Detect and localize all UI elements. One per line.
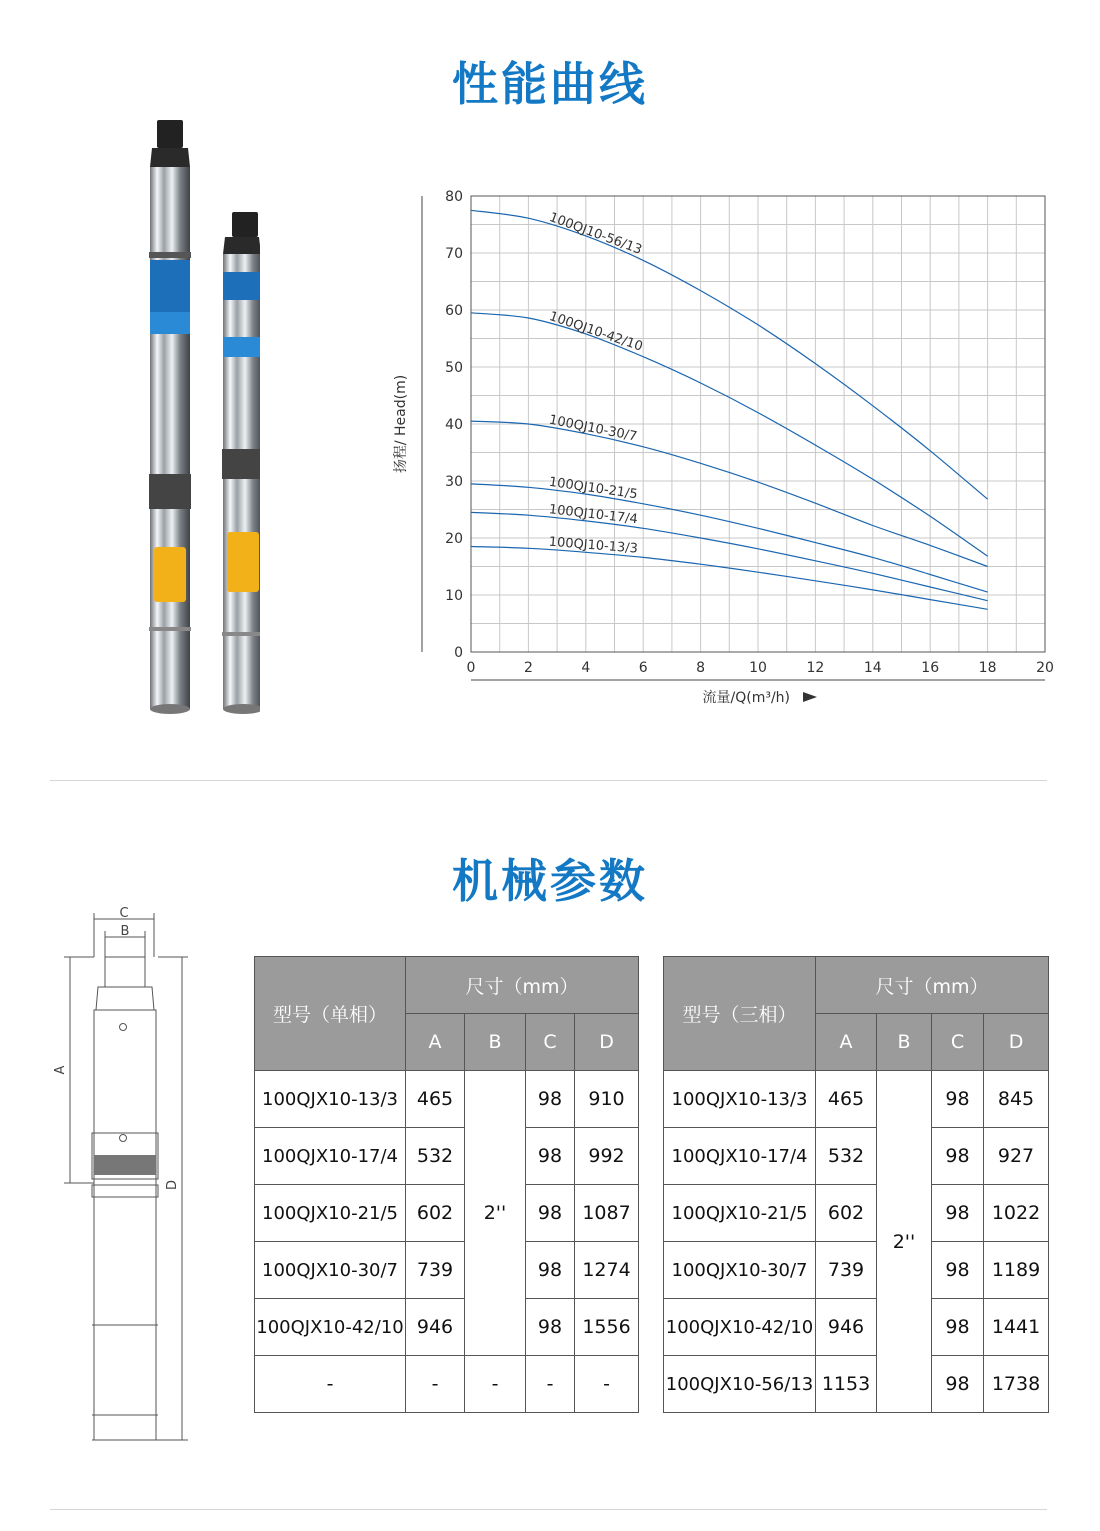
- table-row: [664, 1299, 1049, 1356]
- c-cell: 98: [526, 1071, 575, 1128]
- spec-table-three-phase: [663, 956, 1049, 1413]
- dim-label-b: B: [120, 924, 130, 939]
- dim-label-d: D: [165, 1179, 180, 1191]
- performance-curve-title: 性能曲线: [452, 57, 648, 111]
- series-label: 100QJ10-42/10: [547, 309, 645, 355]
- d-cell: 1189: [984, 1242, 1049, 1299]
- b-cell: 2'': [877, 1071, 932, 1413]
- c-cell: 98: [932, 1128, 984, 1185]
- empty-cell: -: [526, 1356, 575, 1413]
- model-cell: 100QJX10-42/10: [255, 1299, 406, 1356]
- col-header-b: B: [877, 1014, 932, 1071]
- table-row: [255, 1242, 639, 1299]
- model-cell: 100QJX10-30/7: [255, 1242, 406, 1299]
- x-tick-label: 12: [806, 660, 825, 676]
- x-axis-arrow-icon: [803, 692, 817, 702]
- x-tick-label: 0: [466, 660, 476, 676]
- model-cell: 100QJX10-17/4: [664, 1128, 816, 1185]
- c-cell: 98: [526, 1185, 575, 1242]
- c-cell: 98: [526, 1299, 575, 1356]
- x-tick-label: 8: [696, 660, 706, 676]
- a-cell: 532: [406, 1128, 465, 1185]
- x-tick-label: 10: [749, 660, 767, 676]
- y-tick-label: 70: [445, 246, 463, 262]
- model-cell: 100QJX10-17/4: [255, 1128, 406, 1185]
- series-label: 100QJ10-17/4: [548, 502, 639, 528]
- c-cell: 98: [932, 1071, 984, 1128]
- model-cell: 100QJX10-13/3: [255, 1071, 406, 1128]
- y-tick-label: 20: [445, 531, 463, 547]
- series-labels: [547, 210, 644, 557]
- series-label: 100QJ10-13/3: [548, 534, 639, 557]
- y-tick-label: 50: [445, 360, 463, 376]
- model-cell: 100QJX10-21/5: [664, 1185, 816, 1242]
- a-cell: 602: [816, 1185, 877, 1242]
- col-header-d: D: [575, 1014, 639, 1071]
- c-cell: 98: [932, 1242, 984, 1299]
- series-label: 100QJ10-56/13: [547, 210, 644, 258]
- x-tick-label: 14: [863, 660, 882, 676]
- table-row: [664, 1185, 1049, 1242]
- col-header-d: D: [984, 1014, 1049, 1071]
- x-tick-label: 18: [978, 660, 997, 676]
- d-cell: 927: [984, 1128, 1049, 1185]
- size-header: 尺寸（mm）: [406, 957, 639, 1014]
- table-row: [255, 1299, 639, 1356]
- c-cell: 98: [526, 1128, 575, 1185]
- model-cell: 100QJX10-42/10: [664, 1299, 816, 1356]
- y-tick-label: 40: [445, 417, 463, 433]
- d-cell: 910: [575, 1071, 639, 1128]
- a-cell: 739: [406, 1242, 465, 1299]
- model-cell: 100QJX10-30/7: [664, 1242, 816, 1299]
- a-cell: 465: [406, 1071, 465, 1128]
- x-tick-label: 2: [523, 660, 533, 676]
- d-cell: 1441: [984, 1299, 1049, 1356]
- size-header: 尺寸（mm）: [816, 957, 1049, 1014]
- mechanical-params-title: 机械参数: [452, 854, 648, 908]
- bottom-divider: [50, 1509, 1047, 1510]
- x-tick-label: 16: [921, 660, 940, 676]
- table-row: [255, 1128, 639, 1185]
- c-cell: 98: [932, 1356, 984, 1413]
- series-label: 100QJ10-30/7: [547, 412, 639, 445]
- y-tick-labels: [445, 189, 463, 661]
- model-cell: 100QJX10-13/3: [664, 1071, 816, 1128]
- b-cell: 2'': [465, 1071, 526, 1356]
- a-cell: 1153: [816, 1356, 877, 1413]
- y-tick-label: 10: [445, 588, 463, 604]
- d-cell: 845: [984, 1071, 1049, 1128]
- a-cell: 532: [816, 1128, 877, 1185]
- dimension-drawing: [50, 905, 200, 1450]
- d-cell: 1274: [575, 1242, 639, 1299]
- d-cell: 992: [575, 1128, 639, 1185]
- a-cell: 946: [406, 1299, 465, 1356]
- x-tick-labels: [467, 660, 1054, 676]
- model-header: 型号（单相）: [255, 957, 406, 1071]
- x-axis-label: 流量/Q(m³/h): [702, 690, 790, 706]
- d-cell: 1022: [984, 1185, 1049, 1242]
- x-tick-label: 4: [581, 660, 591, 676]
- col-header-c: C: [526, 1014, 575, 1071]
- col-header-a: A: [816, 1014, 877, 1071]
- table-row: [664, 1071, 1049, 1128]
- empty-cell: -: [465, 1356, 526, 1413]
- spec-table-single-phase: [254, 956, 639, 1413]
- x-tick-label: 20: [1036, 660, 1054, 676]
- a-cell: 602: [406, 1185, 465, 1242]
- col-header-c: C: [932, 1014, 984, 1071]
- a-cell: 739: [816, 1242, 877, 1299]
- model-cell: 100QJX10-21/5: [255, 1185, 406, 1242]
- c-cell: 98: [932, 1299, 984, 1356]
- col-header-a: A: [406, 1014, 465, 1071]
- empty-cell: -: [575, 1356, 639, 1413]
- model-header: 型号（三相）: [664, 957, 816, 1071]
- y-tick-label: 60: [445, 303, 463, 319]
- c-cell: 98: [526, 1242, 575, 1299]
- col-header-b: B: [465, 1014, 526, 1071]
- a-cell: 946: [816, 1299, 877, 1356]
- table-row: [664, 1242, 1049, 1299]
- d-cell: 1738: [984, 1356, 1049, 1413]
- empty-cell: -: [406, 1356, 465, 1413]
- y-axis-label: 扬程/ Head(m): [393, 374, 409, 474]
- y-tick-label: 0: [454, 645, 463, 661]
- c-cell: 98: [932, 1185, 984, 1242]
- y-tick-label: 80: [445, 189, 463, 205]
- empty-cell: -: [255, 1356, 406, 1413]
- a-cell: 465: [816, 1071, 877, 1128]
- d-cell: 1087: [575, 1185, 639, 1242]
- table-row: [664, 1128, 1049, 1185]
- section-divider: [50, 780, 1047, 781]
- series-label: 100QJ10-21/5: [547, 474, 639, 503]
- table-row: [255, 1356, 639, 1413]
- dim-label-c: C: [119, 906, 129, 921]
- performance-chart: [0, 0, 1100, 760]
- model-cell: 100QJX10-56/13: [664, 1356, 816, 1413]
- table-row: [255, 1071, 639, 1128]
- d-cell: 1556: [575, 1299, 639, 1356]
- x-tick-label: 6: [638, 660, 648, 676]
- table-row: [664, 1356, 1049, 1413]
- y-tick-label: 30: [445, 474, 463, 490]
- dim-label-a: A: [53, 1065, 68, 1075]
- table-row: [255, 1185, 639, 1242]
